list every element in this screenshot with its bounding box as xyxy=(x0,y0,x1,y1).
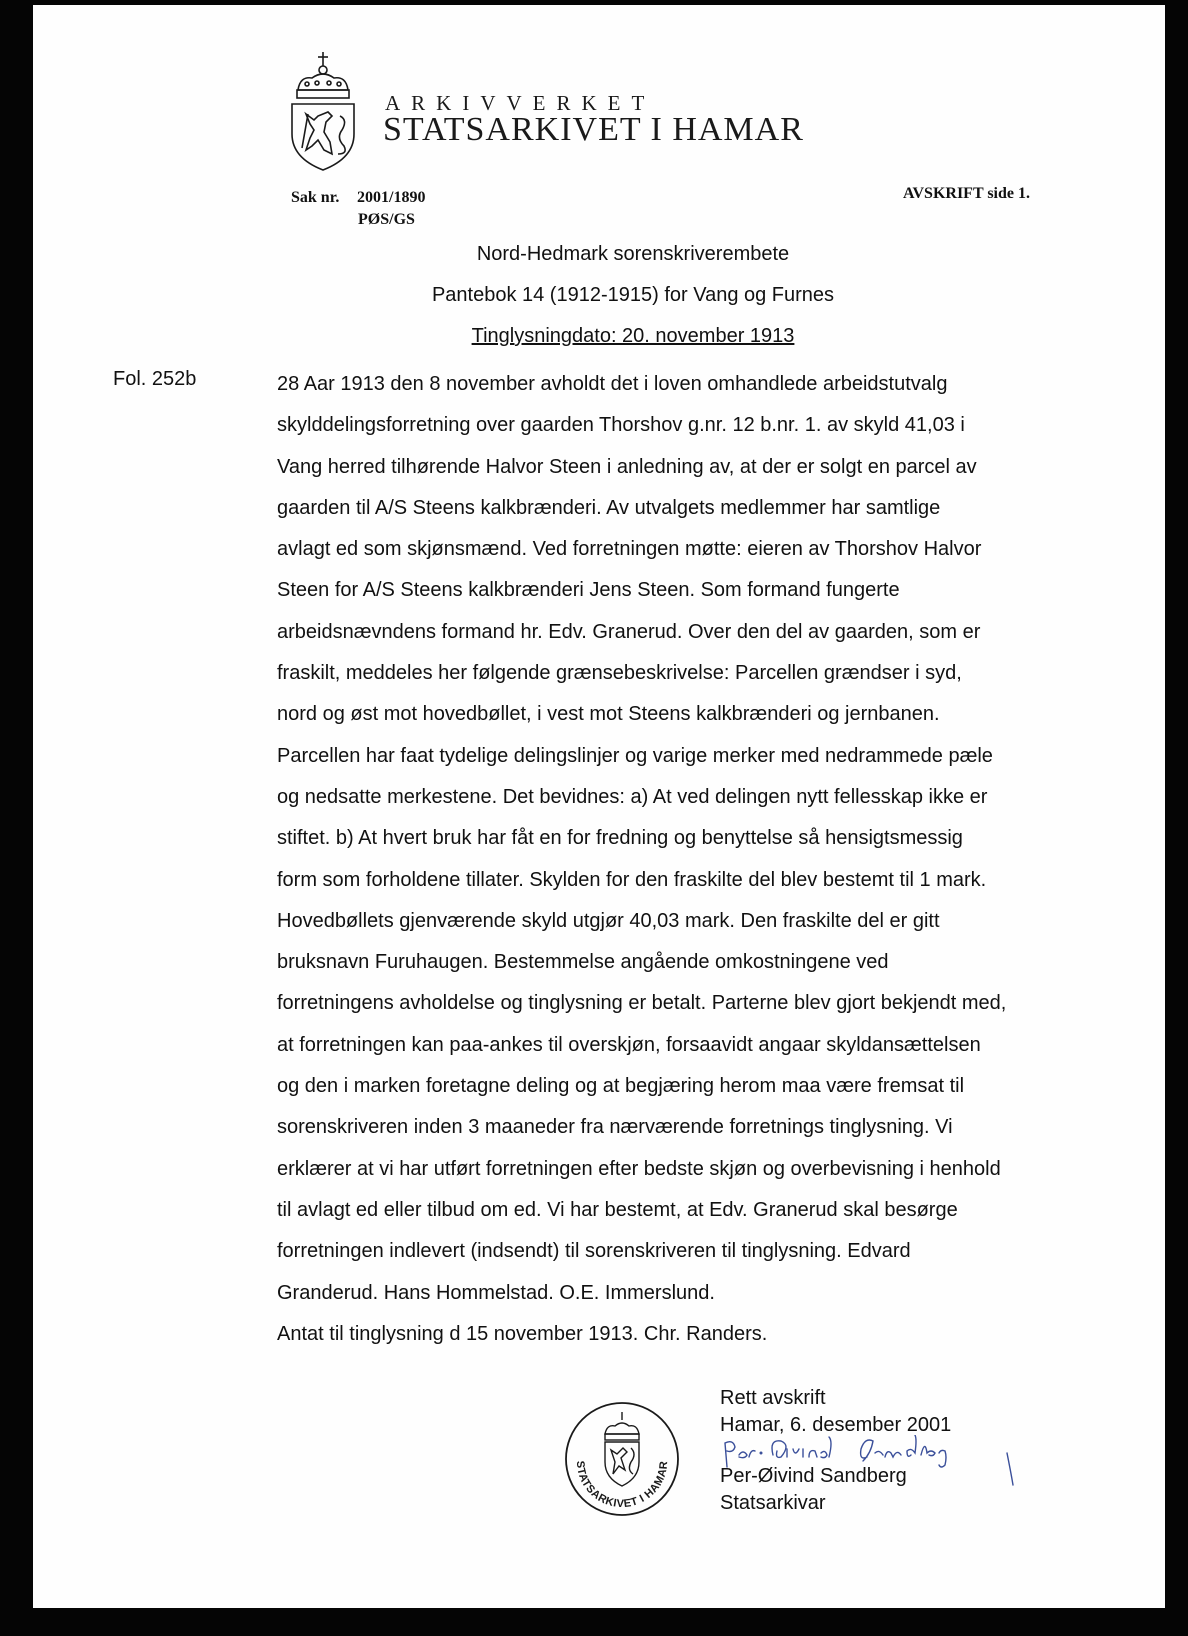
transcript-line: fraskilt, meddeles her følgende grænsebeskrivelse: Parcellen grændser i syd, xyxy=(277,662,962,685)
document-page xyxy=(33,5,1165,1608)
transcript-line: forretningens avholdelse og tinglysning er betalt. Parterne blev gjort bekjendt med, xyxy=(277,992,1007,1015)
organization-name: STATSARKIVET I HAMAR xyxy=(383,111,804,148)
transcript-line: 28 Aar 1913 den 8 november avholdt det i loven omhandlede arbeidstutvalg xyxy=(277,373,948,395)
transcript-line: erklærer at vi har utført forretningen efter bedste skjøn og overbevisning i henhold xyxy=(277,1157,1001,1180)
transcript-line: til avlagt ed eller tilbud om ed. Vi har bestemt, at Edv. Granerud skal besørge xyxy=(277,1198,958,1221)
folio-label: Fol. 252b xyxy=(113,368,197,390)
case-number: 2001/1890 xyxy=(357,189,426,206)
transcript-line: og den i marken foretagne deling og at begjæring herom maa være fremsat til xyxy=(277,1075,965,1098)
norwegian-coat-of-arms-icon xyxy=(288,50,358,172)
certification-place-date: Hamar, 6. desember 2001 xyxy=(720,1414,952,1436)
transcript-line: at forretningen kan paa-ankes til overskjøn, forsaavidt angaar skyldansættelsen xyxy=(277,1033,981,1056)
transcript-line: Vang herred tilhørende Halvor Steen i anledning av, at der er solgt en parcel av xyxy=(277,455,977,478)
transcript-line: Parcellen har faat tydelige delingslinjer og varige merker med nedrammede pæle xyxy=(277,744,993,767)
transcript-line: stiftet. b) At hvert bruk har fåt en for fredning og benyttelse så hensigtsmessig xyxy=(277,827,963,850)
case-number-label: Sak nr. xyxy=(291,189,340,206)
transcript-line: og nedsatte merkestene. Det bevidnes: a) At ved delingen nytt fellesskap ikke er xyxy=(277,785,988,808)
transcript-line: Steen for A/S Steens kalkbrænderi Jens Steen. Som formand fungerte xyxy=(277,579,900,602)
transcript-line: Antat til tinglysning d 15 november 1913. Chr. Randers. xyxy=(277,1322,768,1345)
transcript-line: avlagt ed som skjønsmænd. Ved forretningen møtte: eieren av Thorshov Halvor xyxy=(277,538,982,561)
certification-line: Rett avskrift xyxy=(720,1387,826,1409)
transcript-line: nord og øst mot hovedbøllet, i vest mot Steens kalkbrænderi og jernbanen. xyxy=(277,703,940,726)
case-reference xyxy=(291,187,425,231)
book-heading: Pantebok 14 (1912-1915) for Vang og Furnes xyxy=(431,284,835,306)
signatory-name: Per-Øivind Sandberg xyxy=(720,1465,907,1487)
signatory-title: Statsarkivar xyxy=(720,1492,826,1514)
transcript-line: Granderud. Hans Hommelstad. O.E. Immerslund. xyxy=(277,1281,715,1304)
case-initials: PØS/GS xyxy=(358,211,415,228)
transcript-line: form som forholdene tillater. Skylden for den fraskilte del blev bestemt til 1 mark. xyxy=(277,868,987,891)
stamp-text: STATSARKIVET I HAMAR xyxy=(573,1460,671,1511)
court-heading: Nord-Hedmark sorenskriverembete xyxy=(476,243,790,265)
transcript-line: arbeidsnævndens formand hr. Edv. Granerud. Over den del av gaarden, som er xyxy=(277,620,981,643)
organization-line: ARKIVVERKET xyxy=(385,91,656,115)
registration-date-heading xyxy=(39,325,1188,348)
official-seal-icon xyxy=(563,1400,681,1518)
transcript-line: gaarden til A/S Steens kalkbrænderi. Av utvalgets medlemmer har samtlige xyxy=(277,496,941,519)
transcript-line: Hovedbøllets gjenværende skyld utgjør 40,03 mark. Den fraskilte del er gitt xyxy=(277,909,940,932)
transcript-body xyxy=(277,364,1127,1355)
document-type: AVSKRIFT side 1. xyxy=(903,185,1030,202)
transcript-line: forretningen indlevert (indsendt) til sorenskriveren til tinglysning. Edvard xyxy=(277,1240,911,1263)
handwritten-signature-icon xyxy=(721,1435,1031,1495)
registration-date: Tinglysningdato: 20. november 1913 xyxy=(471,325,795,347)
transcript-line: bruksnavn Furuhaugen. Bestemmelse angående omkostningene ved xyxy=(277,951,889,974)
transcript-line: sorenskriveren inden 3 maaneder fra nærværende forretnings tinglysning. Vi xyxy=(277,1116,953,1139)
transcript-line: skylddelingsforretning over gaarden Thorshov g.nr. 12 b.nr. 1. av skyld 41,03 i xyxy=(277,414,965,437)
